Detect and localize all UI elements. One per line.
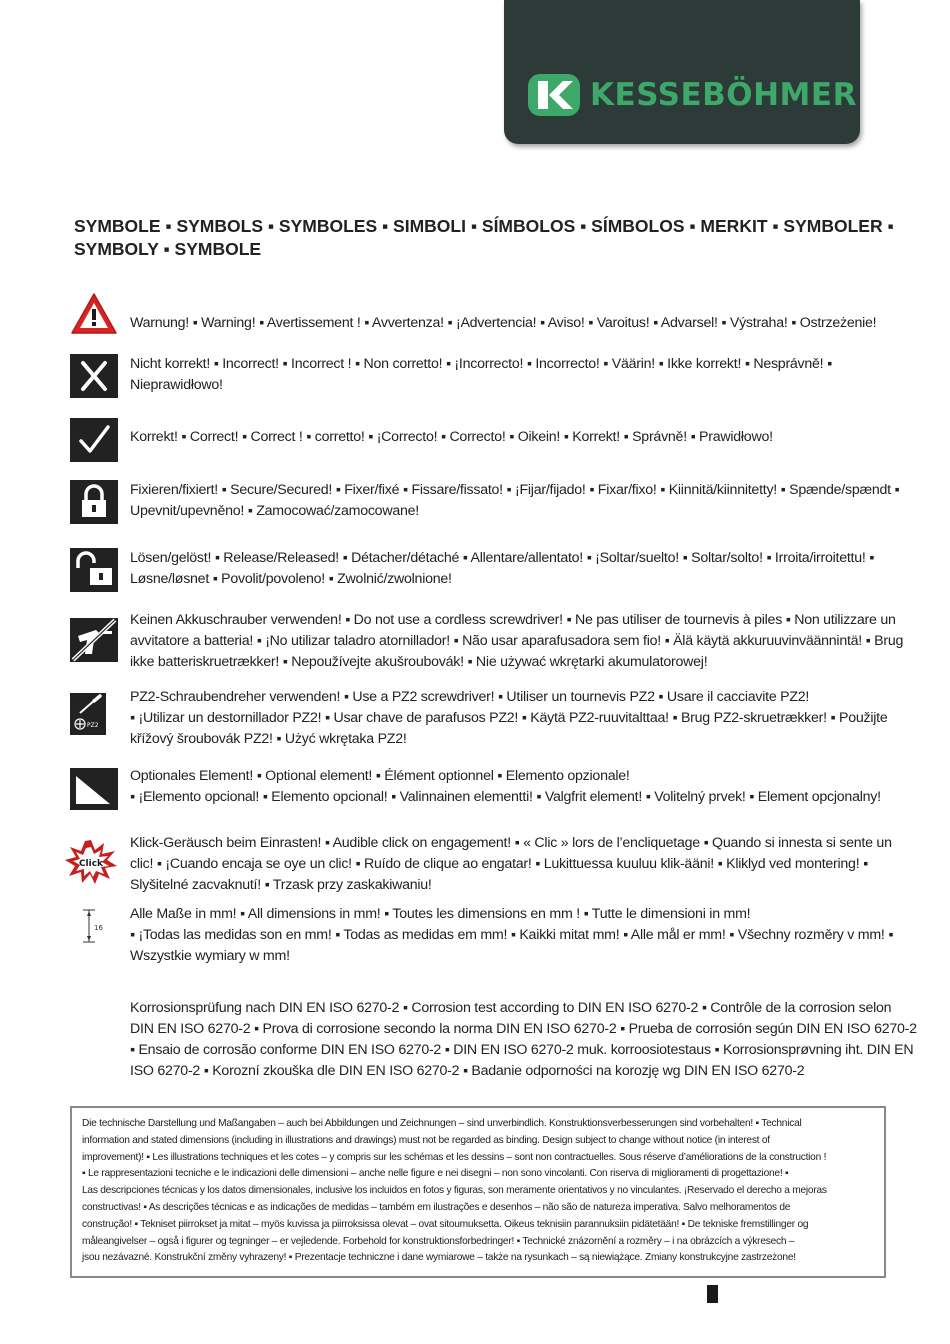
symbol-text-line: Optionales Element! ▪ Optional element! ▪ Élément optionnel ▪ Elemento opzionale!	[130, 768, 630, 784]
page-heading	[74, 215, 894, 261]
symbol-text	[130, 480, 900, 522]
disclaimer-line: Die technische Darstellung und Maßangaben – auch bei Abbildungen und Zeichnungen – sind unverbindlich. Konstruktionsverbesserungen sind vorbehalten! ▪ Technical	[82, 1118, 802, 1129]
symbol-text-line: Fixieren/fixiert! ▪ Secure/Secured! ▪ Fixer/fixé ▪ Fissare/fissato! ▪ ¡Fijar/fijado! ▪ Fixar/fixo! ▪ Kiinnitä/kiinnitetty! ▪ Spænde/spændt ▪	[130, 482, 900, 498]
symbol-text-line: Korrekt! ▪ Correct! ▪ Correct ! ▪ corretto! ▪ ¡Correcto! ▪ Correcto! ▪ Oikein! ▪ Korrekt! ▪ Správně! ▪ Prawidłowo!	[130, 429, 773, 445]
heading-line: SYMBOLY ▪ SYMBOLE	[74, 239, 262, 259]
correct-check-icon	[70, 418, 118, 462]
symbol-text-line: Warnung! ▪ Warning! ▪ Avertissement ! ▪ Avvertenza! ▪ ¡Advertencia! ▪ Aviso! ▪ Varoitus! ▪ Advarsel! ▪ Výstraha! ▪ Ostrzeżenie!	[130, 315, 877, 331]
optional-element-icon	[70, 768, 118, 810]
disclaimer-line: jsou nezávazné. Konstrukční změny vyhrazeny! ▪ Prezentacje techniczne i dane wymiarowe – także na rysunkach – są niewiążące. Zmiany konstrukcyjne zastrzeżone!	[82, 1252, 796, 1264]
symbol-text-line: DIN EN ISO 6270-2 ▪ Prova di corrosione secondo la norma DIN EN ISO 6270-2 ▪ Prueba de corrosión según DIN EN ISO 6270-2	[130, 1021, 917, 1037]
symbol-text-line: Lösen/gelöst! ▪ Release/Released! ▪ Détacher/détaché ▪ Allentare/allentato! ▪ ¡Soltar/suelto! ▪ Soltar/solto! ▪ Irroita/irroitettu! ▪	[130, 550, 875, 566]
symbol-text-line: Keinen Akkuschrauber verwenden! ▪ Do not use a cordless screwdriver! ▪ Ne pas utiliser de tournevis à piles ▪ Non utilizzare un	[130, 612, 896, 628]
symbol-text	[130, 687, 890, 750]
symbol-text-line: ISO 6270-2 ▪ Korozní zkouška dle DIN EN ISO 6270-2 ▪ Badanie odporności na korozję wg DIN EN ISO 6270-2	[130, 1063, 805, 1079]
symbol-text-line: Wszystkie wymiary w mm!	[130, 948, 290, 964]
symbol-text-line: ▪ Ensaio de corrosão conforme DIN EN ISO 6270-2 ▪ DIN EN ISO 6270-2 muk. korroosiotestaus ▪ Korrosionsprøvning iht. DIN EN	[130, 1042, 914, 1058]
symbol-text	[130, 427, 890, 448]
symbol-text-line: Løsne/løsnet ▪ Povolit/povoleno! ▪ Zwolnić/zwolnione!	[130, 571, 452, 587]
click-label: Click	[78, 859, 104, 869]
symbol-text	[130, 610, 904, 673]
symbol-text-line: Upevnit/upevněno! ▪ Zamocować/zamocowane!	[130, 503, 419, 519]
disclaimer-box	[70, 1106, 886, 1278]
dimension-label: 16	[94, 924, 103, 932]
symbol-text-line: Nieprawidłowo!	[130, 377, 223, 393]
symbol-text-line: Klick-Geräusch beim Einrasten! ▪ Audible click on engagement! ▪ « Clic » lors de l’encliquetage ▪ Quando si innesta si sente un	[130, 835, 892, 851]
lock-closed-icon	[70, 480, 118, 524]
symbol-text	[130, 833, 890, 896]
brand-header-tab	[504, 0, 860, 144]
disclaimer-line: information and stated dimensions (including in illustrations and drawings) must not be regarded as binding. Design subject to change without notice (in interest of	[82, 1134, 770, 1146]
pz2-screwdriver-icon	[70, 693, 106, 735]
symbol-text-line: PZ2-Schraubendreher verwenden! ▪ Use a PZ2 screwdriver! ▪ Utiliser un tournevis PZ2 ▪ Usare il cacciavite PZ2!	[130, 689, 810, 705]
disclaimer-line: ▪ Le rappresentazioni tecniche e le indicazioni delle dimensioni – anche nelle figure e nei disegni – non sono vincolanti. Con riserva di miglioramenti di progettazione! ▪	[82, 1168, 789, 1180]
click-burst-icon	[64, 839, 118, 885]
heading-line: SYMBOLE ▪ SYMBOLS ▪ SYMBOLES ▪ SIMBOLI ▪ SÍMBOLOS ▪ SÍMBOLOS ▪ MERKIT ▪ SYMBOLER ▪	[74, 216, 894, 236]
symbol-text-line: Alle Maße in mm! ▪ All dimensions in mm! ▪ Toutes les dimensions en mm ! ▪ Tutte le dimensioni in mm!	[130, 906, 751, 922]
no-cordless-screwdriver-icon	[70, 618, 118, 662]
brand-name: KESSEBÖHMER	[590, 77, 857, 113]
warning-triangle-icon	[70, 292, 118, 336]
symbol-text-line: ▪ ¡Utilizar un destornillador PZ2! ▪ Usar chave de parafusos PZ2! ▪ Käytä PZ2-ruuvitalttaa! ▪ Brug PZ2-skruetrækker! ▪ Použijte	[130, 710, 888, 726]
symbol-text-line: ▪ ¡Todas las medidas son en mm! ▪ Todas as medidas em mm! ▪ Kaikki mitat mm! ▪ Alle mål er mm! ▪ Všechny rozměry v mm! ▪	[130, 927, 894, 943]
symbol-text-line: Korrosionsprüfung nach DIN EN ISO 6270-2 ▪ Corrosion test according to DIN EN ISO 6270-2 ▪ Contrôle de la corrosion selon	[130, 1000, 892, 1016]
lock-open-icon	[70, 548, 118, 592]
kessebohmer-k-logo-icon	[528, 74, 580, 116]
symbol-text-line: křížový šroubovák PZ2! ▪ Użyć wkrętaka PZ2!	[130, 731, 407, 747]
disclaimer-line: constructivas! ▪ As descrições técnicas e as indicações de medidas – também em ilustrações e desenhos – não são de natureza imperativa. Salvo melhoramentos de	[82, 1201, 791, 1213]
symbol-text-line: ▪ ¡Elemento opcional! ▪ Elemento opcional! ▪ Valinnainen elementti! ▪ Valgfrit element! ▪ Volitelný prvek! ▪ Element opcjonalny!	[130, 789, 881, 805]
symbol-text	[130, 313, 890, 334]
dimension-mm-icon	[80, 908, 110, 944]
disclaimer-line: Las descripciones técnicas y los datos dimensionales, inclusive los incluidos en fotos y figuras, son meramente orientativos y no vinculantes. ¡Reservado el derecho a mejoras	[82, 1185, 827, 1197]
symbol-text	[130, 998, 917, 1082]
symbol-text-line: Slyšitelné zacvaknutí! ▪ Trzask przy zaskakiwaniu!	[130, 877, 432, 893]
symbol-text-line: clic! ▪ ¡Cuando encaja se oye un clic! ▪ Ruído de clique ao engatar! ▪ Lukittuessa kuuluu klik-ääni! ▪ Kliklyd ved montering! ▪	[130, 856, 868, 872]
disclaimer-line: improvement)! ▪ Les illustrations techniques et les cotes – y compris sur les schémas et les dessins – sont non contractuelles. Sous réserve d’améliorations de la construction !	[82, 1151, 827, 1163]
symbol-text	[130, 548, 890, 590]
symbol-text-line: ikke batteriskruetrækker! ▪ Nepoužívejte akušroubovák! ▪ Nie używać wkrętarki akumulatorowej!	[130, 654, 708, 670]
symbol-text	[130, 766, 890, 808]
disclaimer-line: måleangivelser – også i figurer og tegninger – er vejledende. Forbehold for konstruktionsforbedringer! ▪ Technické znázornění a rozměry – i na obrázcích a výkresech –	[82, 1235, 795, 1247]
symbol-text-line: Nicht korrekt! ▪ Incorrect! ▪ Incorrect ! ▪ Non corretto! ▪ ¡Incorrecto! ▪ Incorrecto! ▪ Väärin! ▪ Ikke korrekt! ▪ Nesprávně! ▪	[130, 356, 832, 372]
disclaimer-line: construção! ▪ Tekniset piirrokset ja mitat – myös kuvissa ja piirroksissa olevat – ovat sitoumuksetta. Oikeus teknisiin parannuksiin pidätetään! ▪ De tekniske fremstillinger og	[82, 1218, 809, 1230]
symbol-text	[130, 904, 894, 967]
symbol-text-line: avvitatore a batteria! ▪ ¡No utilizar taladro atornillador! ▪ Não usar aparafusadora sem fio! ▪ Älä käytä akkuruuvinväännintä! ▪ Brug	[130, 633, 904, 649]
symbol-text	[130, 354, 890, 396]
page-marker	[707, 1285, 718, 1303]
pz2-label: PZ2	[87, 722, 99, 729]
incorrect-cross-icon	[70, 354, 118, 398]
